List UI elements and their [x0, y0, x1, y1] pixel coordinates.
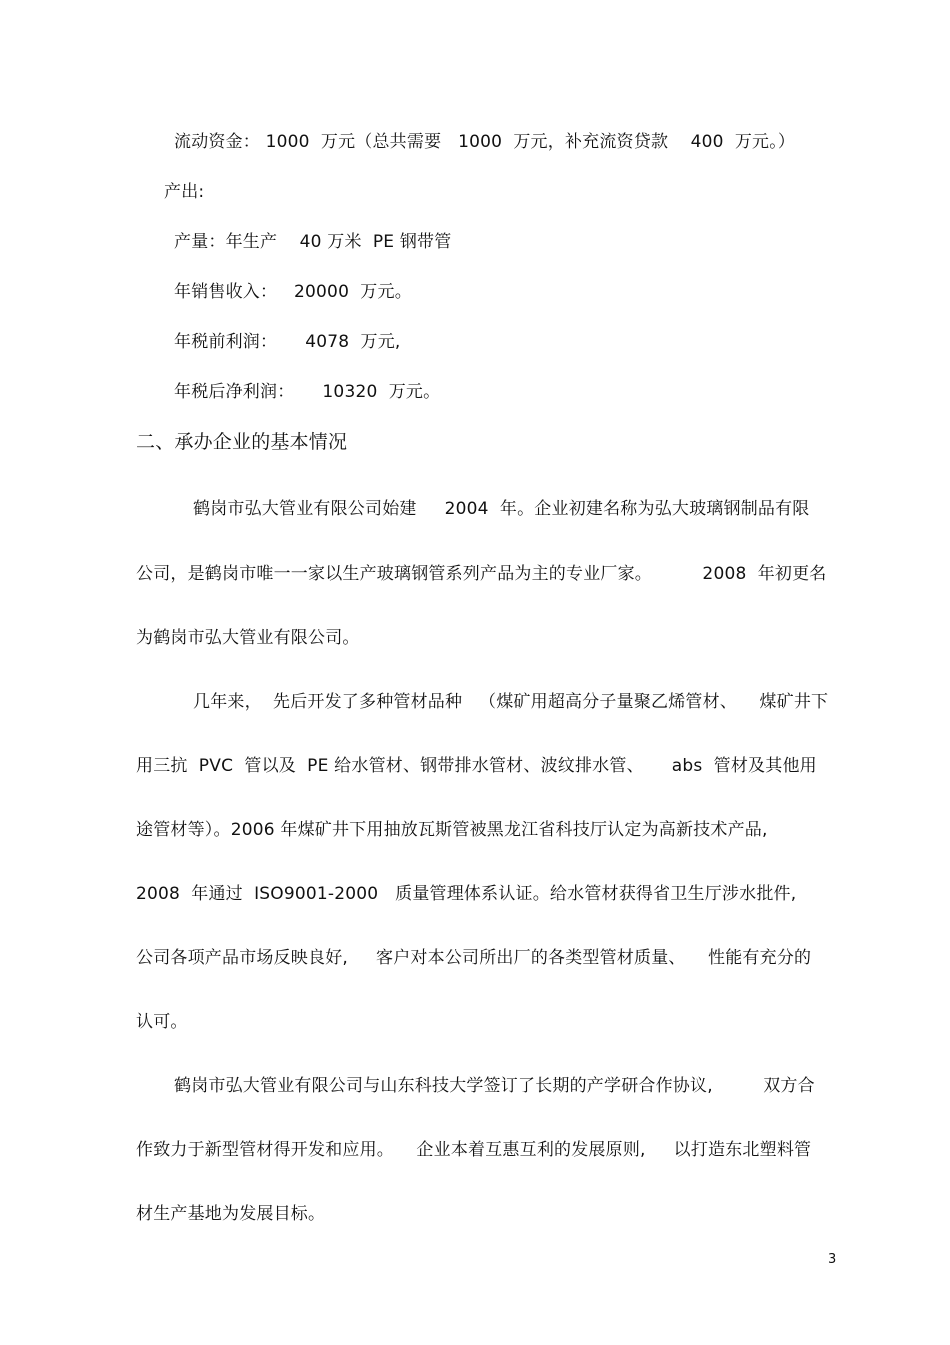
paragraph-line: 途管材等）。2006 年煤矿井下用抽放瓦斯管被黑龙江省科技厅认定为高新技术产品,	[136, 820, 768, 840]
intro-line-liquid-capital: 流动资金： 1000 万元（总共需要 1000 万元，补充流资贷款 400 万元。）	[174, 132, 796, 152]
intro-line-revenue: 年销售收入： 20000 万元。	[174, 282, 412, 302]
paragraph-line: 公司，是鹤岗市唯一一家以生产玻璃钢管系列产品为主的专业厂家。 2008 年初更名	[136, 564, 827, 584]
paragraph-line: 认可。	[136, 1012, 188, 1032]
paragraph-line: 用三抗 PVC 管以及 PE 给水管材、钢带排水管材、波纹排水管、 abs 管材及其他用	[136, 756, 817, 776]
paragraph-line: 为鹤岗市弘大管业有限公司。	[136, 628, 360, 648]
paragraph-line: 鹤岗市弘大管业有限公司始建 2004 年。企业初建名称为弘大玻璃钢制品有限	[193, 499, 810, 519]
intro-line-output: 产出:	[164, 182, 205, 202]
intro-line-production: 产量：年生产 40 万米 PE 钢带管	[174, 232, 452, 252]
section-heading: 二、承办企业的基本情况	[136, 431, 348, 453]
paragraph-line: 2008 年通过 ISO9001-2000 质量管理体系认证。给水管材获得省卫生厅涉水批件,	[136, 884, 797, 904]
paragraph-line: 材生产基地为发展目标。	[136, 1204, 326, 1224]
intro-line-pretax-profit: 年税前利润： 4078 万元,	[174, 332, 401, 352]
paragraph-line: 公司各项产品市场反映良好, 客户对本公司所出厂的各类型管材质量、 性能有充分的	[136, 948, 812, 968]
paragraph-line: 作致力于新型管材得开发和应用。 企业本着互惠互利的发展原则, 以打造东北塑料管	[136, 1140, 812, 1160]
paragraph-line: 几年来， 先后开发了多种管材品种 （煤矿用超高分子量聚乙烯管材、 煤矿井下	[193, 692, 829, 712]
intro-line-net-profit: 年税后净利润： 10320 万元。	[174, 382, 441, 402]
paragraph-line: 鹤岗市弘大管业有限公司与山东科技大学签订了长期的产学研合作协议, 双方合	[174, 1076, 815, 1096]
page-number: 3	[828, 1252, 837, 1267]
